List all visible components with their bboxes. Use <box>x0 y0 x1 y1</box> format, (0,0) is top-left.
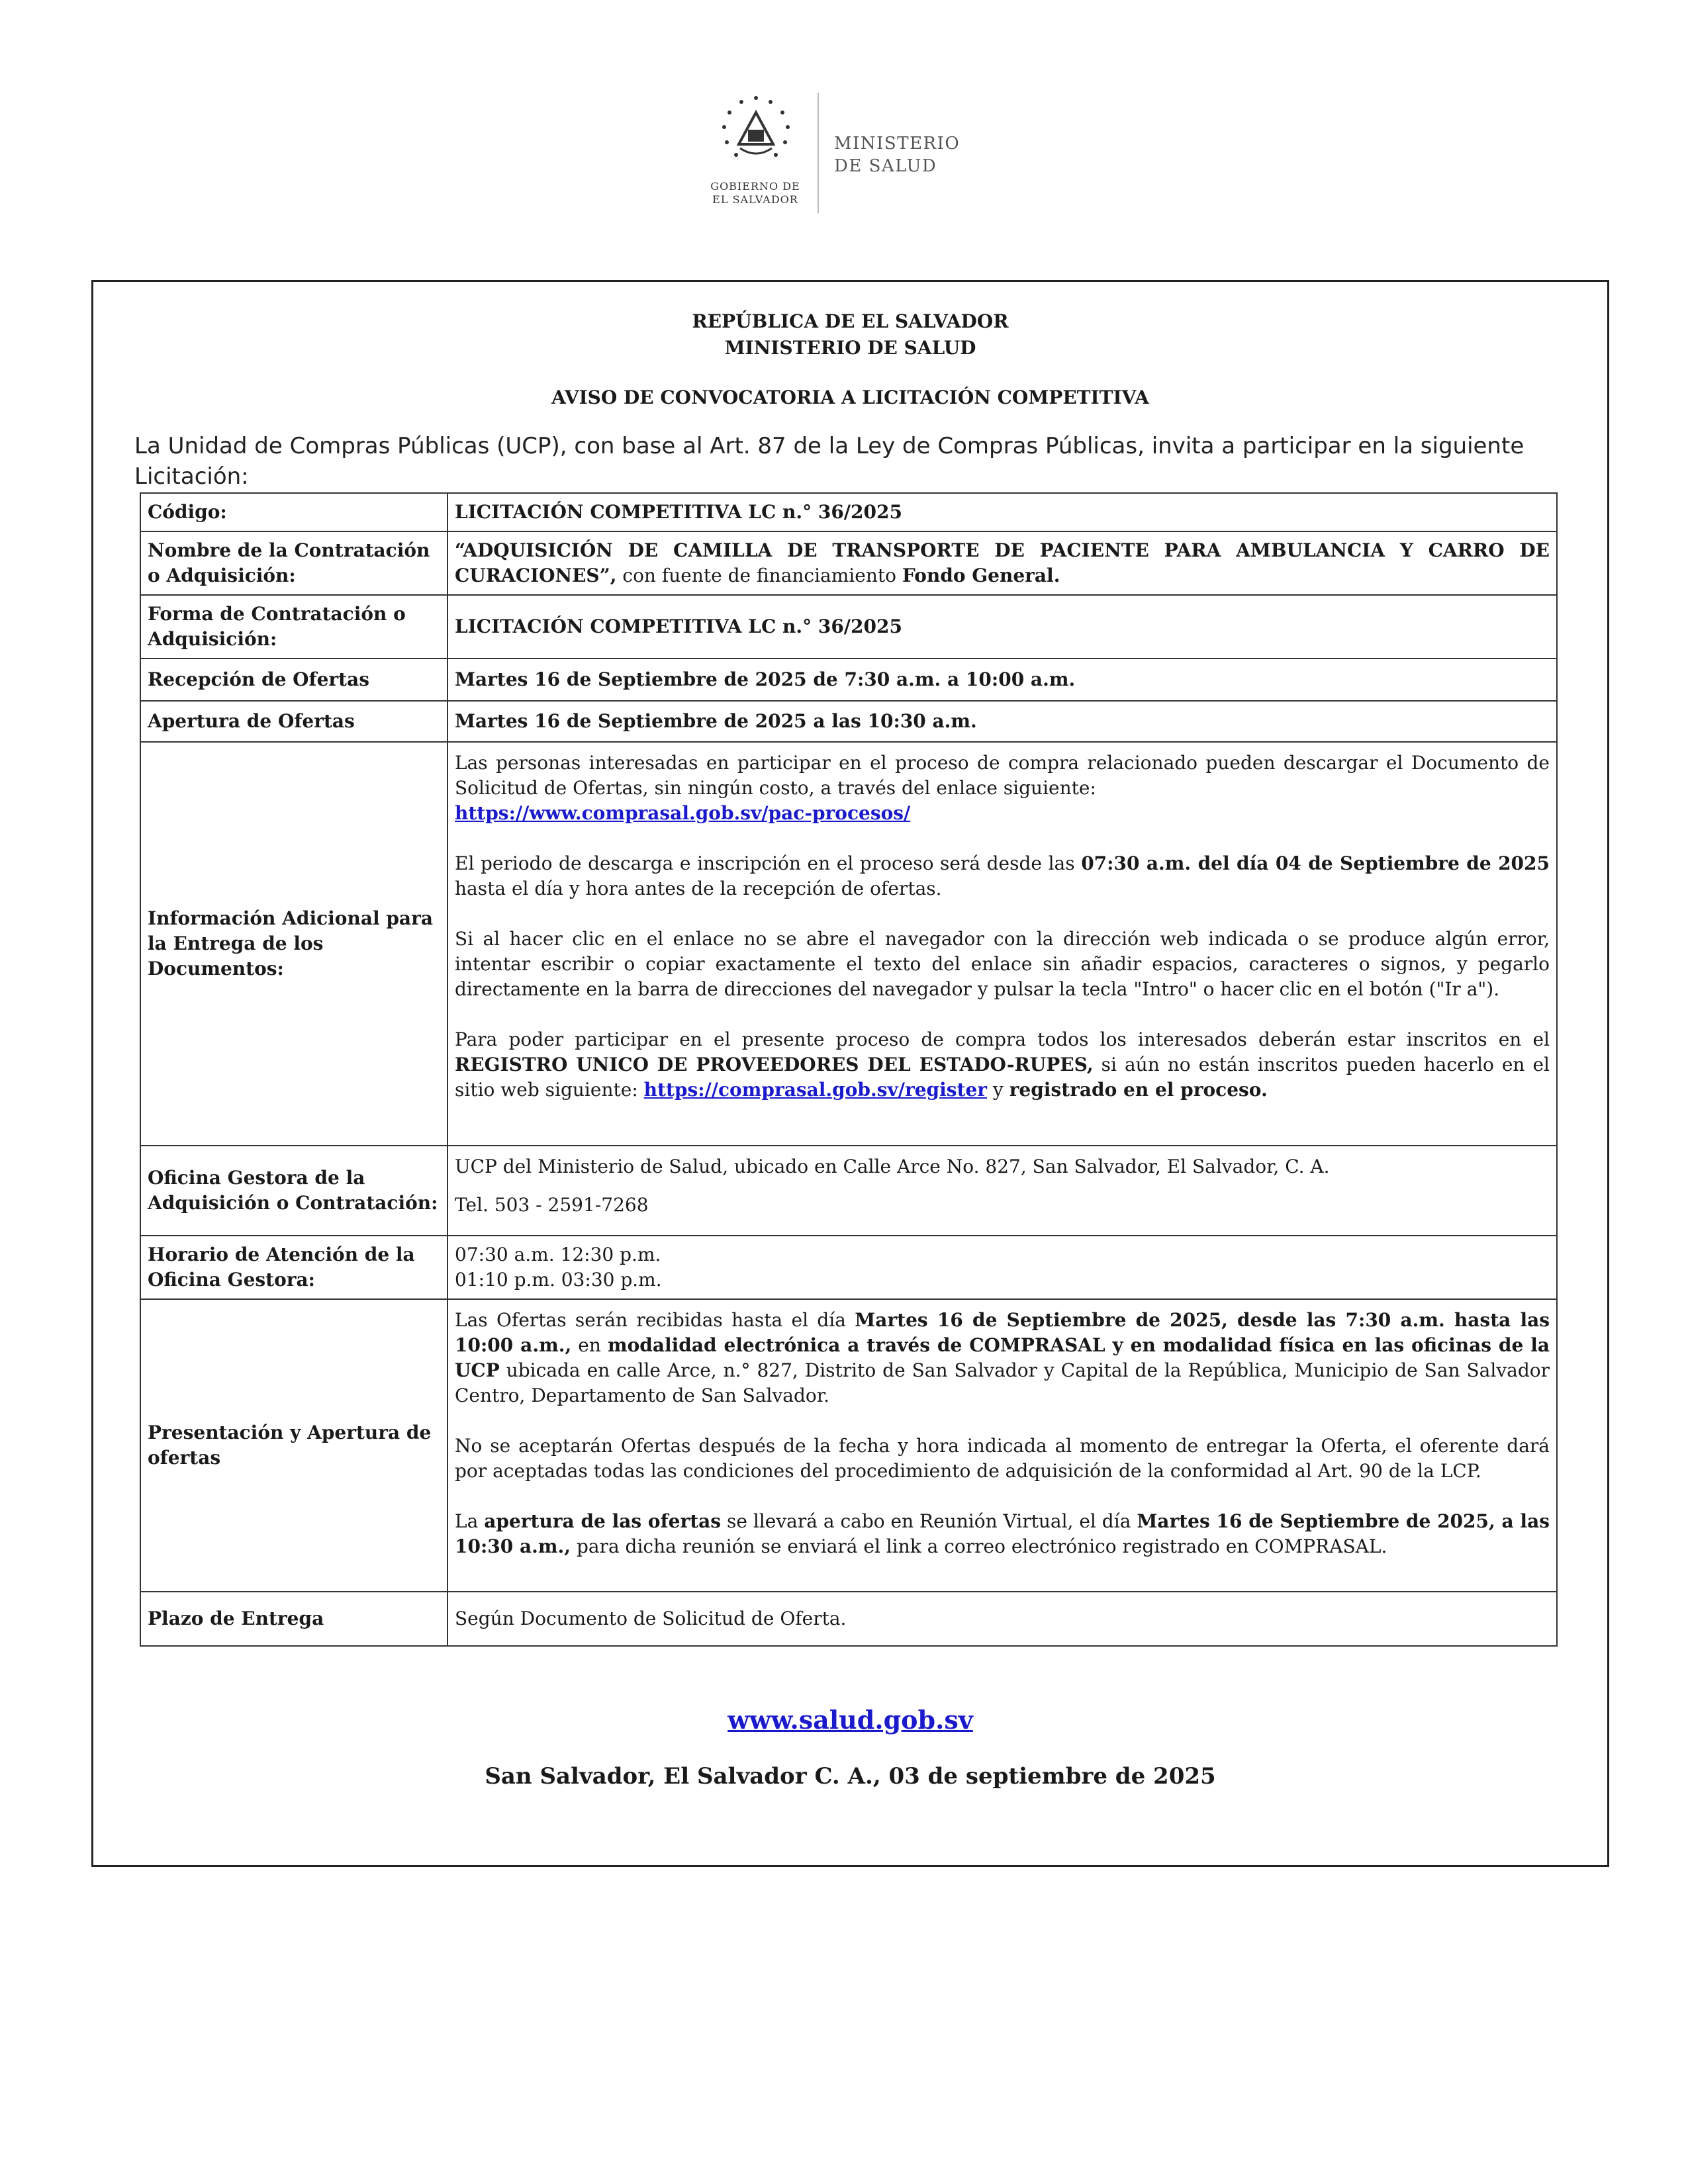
contract-title: “ADQUISICIÓN DE CAMILLA DE TRANSPORTE DE PACIENTE PARA AMBULANCIA Y CARRO DE CURACIONES”, <box>455 539 1550 586</box>
code-value: LICITACIÓN COMPETITIVA LC n.° 36/2025 <box>447 493 1557 531</box>
text-span: Martes 16 de Septiembre de 2025, desde las 7:30 a.m. hasta las 10:00 a.m., <box>455 1309 1550 1356</box>
text-span: Martes 16 de Septiembre de 2025, a las 10:30 a.m., <box>455 1510 1550 1557</box>
text-span: modalidad electrónica a través de COMPRASAL y en modalidad física en las oficinas de la UCP <box>455 1334 1550 1381</box>
info-paragraph-1: Las personas interesadas en participar en el proceso de compra relacionado pueden descargar el Documento de Solicitud de Ofertas, sin ningún costo, a través del enlace siguiente: <box>455 752 1550 799</box>
row-label: Apertura de Ofertas <box>140 701 447 742</box>
gov-line-1: GOBIERNO DE <box>710 180 800 193</box>
rupes-registry: REGISTRO UNICO DE PROVEEDORES DEL ESTADO-RUPES, <box>455 1054 1094 1075</box>
info-paragraph-4 <box>455 1027 1550 1103</box>
row-label: Horario de Atención de la Oficina Gestora: <box>140 1236 447 1299</box>
row-label: Nombre de la Contratación o Adquisición: <box>140 531 447 595</box>
row-label: Oficina Gestora de la Adquisición o Contratación: <box>140 1146 447 1236</box>
text-span: ubicada en calle Arce, n.° 827, Distrito de San Salvador y Capital de la República, Municipio de San Salvador Centro, Departamento de San Salvador. <box>455 1359 1550 1406</box>
text-span: para dicha reunión se enviará el link a correo electrónico registrado en COMPRASAL. <box>576 1535 1387 1557</box>
presentation-paragraph-1 <box>455 1308 1550 1408</box>
register-link[interactable]: https://comprasal.gob.sv/register <box>643 1079 988 1101</box>
office-phone: Tel. 503 - 2591-7268 <box>455 1194 649 1216</box>
table-row <box>140 1236 1557 1299</box>
contract-name-value <box>447 531 1557 595</box>
office-value <box>447 1146 1557 1236</box>
text-span: se llevará a cabo en Reunión Virtual, el día <box>726 1510 1131 1532</box>
ministry-heading: MINISTERIO DE SALUD <box>724 337 976 359</box>
text-span: La <box>455 1510 479 1532</box>
contract-form-value: LICITACIÓN COMPETITIVA LC n.° 36/2025 <box>447 595 1557 659</box>
opening-value: Martes 16 de Septiembre de 2025 a las 10:30 a.m. <box>447 701 1557 742</box>
hours-line-1: 07:30 a.m. 12:30 p.m. <box>455 1244 661 1265</box>
table-row <box>140 1592 1557 1646</box>
funding-prefix: con fuente de financiamiento <box>622 565 896 586</box>
delivery-term-value: Según Documento de Solicitud de Oferta. <box>447 1592 1557 1646</box>
table-row <box>140 742 1557 1146</box>
row-label: Información Adicional para la Entrega de los Documentos: <box>140 742 447 1146</box>
office-address: UCP del Ministerio de Salud, ubicado en Calle Arce No. 827, San Salvador, El Salvador, C. A. <box>455 1156 1330 1177</box>
row-label: Forma de Contratación o Adquisición: <box>140 595 447 659</box>
text-span: en <box>578 1334 601 1356</box>
gov-line-2: EL SALVADOR <box>712 193 798 206</box>
table-row <box>140 701 1557 742</box>
additional-info-value <box>447 742 1557 1146</box>
text-span: hasta el día y hora antes de la recepción de ofertas. <box>455 878 942 899</box>
funding-source: Fondo General. <box>902 565 1060 586</box>
logo-divider <box>818 93 819 213</box>
download-start: 07:30 a.m. del día 04 de Septiembre de 2025 <box>1081 852 1550 874</box>
text-span: apertura de las ofertas <box>484 1510 722 1532</box>
procesos-link[interactable]: https://www.comprasal.gob.sv/pac-procesos/ <box>455 802 911 824</box>
ministry-line-1: MINISTERIO <box>834 134 961 154</box>
presentation-paragraph-3 <box>455 1509 1550 1559</box>
ministry-label <box>834 132 960 177</box>
row-label: Recepción de Ofertas <box>140 659 447 701</box>
intro-paragraph: La Unidad de Compras Públicas (UCP), con base al Art. 87 de la Ley de Compras Públicas, invita a participar en la siguiente Licitación: <box>134 433 1524 490</box>
notice-frame <box>91 280 1609 1867</box>
text-span: registrado en el proceso. <box>1009 1079 1268 1101</box>
place-date: San Salvador, El Salvador C. A., 03 de septiembre de 2025 <box>485 1763 1216 1790</box>
national-seal-icon <box>718 93 794 169</box>
website-link[interactable]: www.salud.gob.sv <box>727 1705 973 1735</box>
table-row <box>140 1146 1557 1236</box>
row-label: Código: <box>140 493 447 531</box>
info-paragraph-3: Si al hacer clic en el enlace no se abre el navegador con la dirección web indicada o se produce algún error, intentar escribir o copiar exactamente el texto del enlace sin añadir espacios, caracteres o signos, y pegarlo directamente en la barra de direcciones del navegador y pulsar la tecla "Intro" o hacer clic en el botón ("Ir a"). <box>455 928 1550 1000</box>
text-span: El periodo de descarga e inscripción en el proceso será desde las <box>455 852 1075 874</box>
text-span: si aún no están inscritos pueden hacerlo en el sitio web siguiente: <box>455 1054 1550 1101</box>
government-label <box>702 180 809 206</box>
text-span: Las Ofertas serán recibidas hasta el día <box>455 1309 846 1331</box>
table-row <box>140 659 1557 701</box>
ministry-line-2: DE SALUD <box>834 156 937 176</box>
notice-title: AVISO DE CONVOCATORIA A LICITACIÓN COMPETITIVA <box>551 387 1149 408</box>
table-row <box>140 531 1557 595</box>
table-row <box>140 493 1557 531</box>
row-label: Presentación y Apertura de ofertas <box>140 1299 447 1592</box>
table-row <box>140 595 1557 659</box>
info-paragraph-2 <box>455 851 1550 901</box>
tender-info-table <box>140 492 1558 1647</box>
row-label: Plazo de Entrega <box>140 1592 447 1646</box>
text-span: y <box>992 1079 1004 1101</box>
hours-line-2: 01:10 p.m. 03:30 p.m. <box>455 1269 662 1291</box>
presentation-value <box>447 1299 1557 1592</box>
website-footer <box>93 1705 1607 1735</box>
presentation-paragraph-2: No se aceptarán Ofertas después de la fecha y hora indicada al momento de entregar la Oferta, el oferente dará por aceptadas todas las condiciones del procedimiento de adquisición de la conformidad al Art. 90 de la LCP. <box>455 1435 1550 1482</box>
table-row <box>140 1299 1557 1592</box>
text-span: Para poder participar en el presente proceso de compra todos los interesados deberán estar inscritos en el <box>455 1028 1550 1050</box>
reception-value: Martes 16 de Septiembre de 2025 de 7:30 a.m. a 10:00 a.m. <box>447 659 1557 701</box>
ministry-logo <box>702 93 966 218</box>
hours-value <box>447 1236 1557 1299</box>
republic-heading: REPÚBLICA DE EL SALVADOR <box>692 310 1009 332</box>
